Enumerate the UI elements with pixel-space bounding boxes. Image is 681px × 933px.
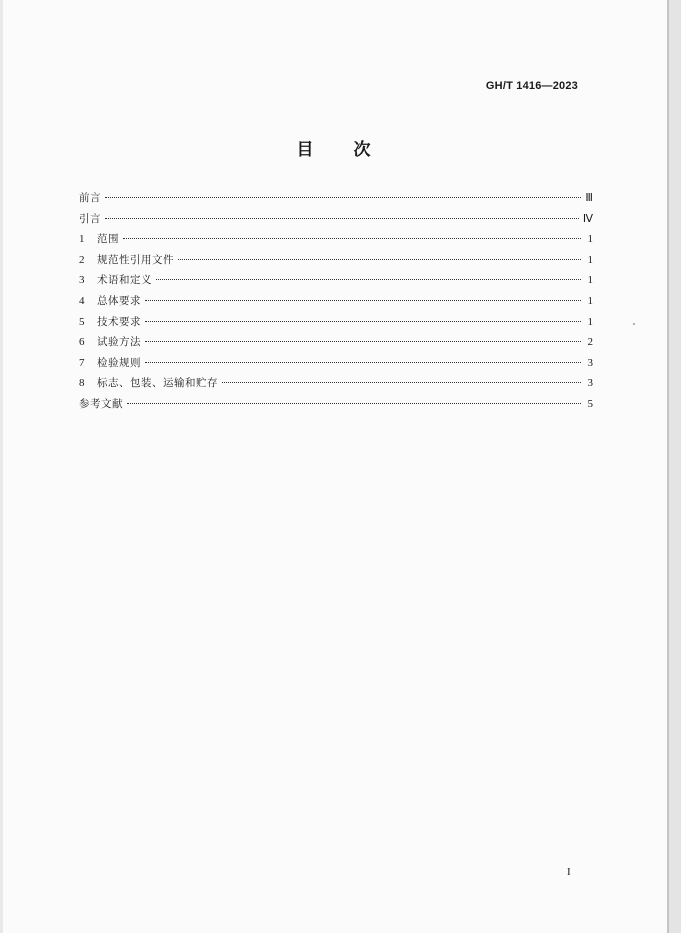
scan-speck [633,323,635,325]
dot-leader [105,197,581,198]
toc-entry-number: 2 [79,253,85,266]
toc-entry-page: 1 [587,274,593,287]
toc-entry-label: 参考文献 [79,397,123,410]
dot-leader [123,238,581,239]
toc-title: 目 次 [296,140,371,160]
toc-entry-terms-definitions[interactable] [79,272,593,293]
toc-entry-number: 4 [79,294,85,307]
toc-entry-normative-references[interactable] [79,252,593,273]
table-of-contents [79,190,593,417]
dot-leader [222,382,581,383]
dot-leader [145,362,581,363]
toc-entry-number: 5 [79,315,85,328]
toc-entry-page: 5 [587,397,593,410]
toc-entry-scope[interactable] [79,231,593,252]
toc-entry-number: 3 [79,274,85,287]
toc-entry-label: 前言 [79,192,101,204]
toc-entry-page: 1 [587,315,593,328]
toc-entry-page: Ⅲ [585,192,593,204]
dot-leader [145,300,581,301]
toc-entry-general-requirements[interactable] [79,293,593,314]
toc-entry-label: 试验方法 [97,336,141,349]
dot-leader [156,279,581,280]
toc-entry-number: 8 [79,377,85,390]
toc-entry-label: 范围 [97,233,119,246]
page-number: I [567,866,571,878]
toc-entry-number: 7 [79,356,85,369]
toc-entry-preface[interactable] [79,190,593,211]
dot-leader [145,321,581,322]
dot-leader [145,341,581,342]
toc-entry-page: 3 [587,377,593,390]
toc-entry-label: 标志、包装、运输和贮存 [97,377,218,390]
toc-entry-marking-packaging[interactable] [79,375,593,396]
toc-entry-label: 技术要求 [97,315,141,328]
toc-entry-page: 1 [587,294,593,307]
scan-edge-line [667,0,669,933]
scan-right-edge [667,0,681,933]
toc-entry-technical-requirements[interactable] [79,314,593,335]
toc-entry-label: 规范性引用文件 [97,253,174,266]
toc-entry-label: 检验规则 [97,356,141,369]
document-code: GH/T 1416—2023 [485,80,578,92]
toc-entry-number: 6 [79,336,85,349]
dot-leader [127,403,581,404]
toc-entry-label: 引言 [79,212,101,225]
toc-entry-page: 2 [587,336,593,349]
toc-entry-page: 1 [587,253,593,266]
toc-entry-page: 3 [587,356,593,369]
toc-entry-test-methods[interactable] [79,334,593,355]
toc-entry-label: 术语和定义 [97,274,152,287]
dot-leader [178,259,581,260]
toc-entry-introduction[interactable] [79,211,593,232]
toc-entry-bibliography[interactable] [79,396,593,417]
toc-entry-number: 1 [79,233,85,246]
toc-entry-inspection-rules[interactable] [79,355,593,376]
toc-entry-page: Ⅳ [582,212,593,225]
toc-entry-page: 1 [587,233,593,246]
toc-entry-label: 总体要求 [97,294,141,307]
dot-leader [105,218,579,219]
